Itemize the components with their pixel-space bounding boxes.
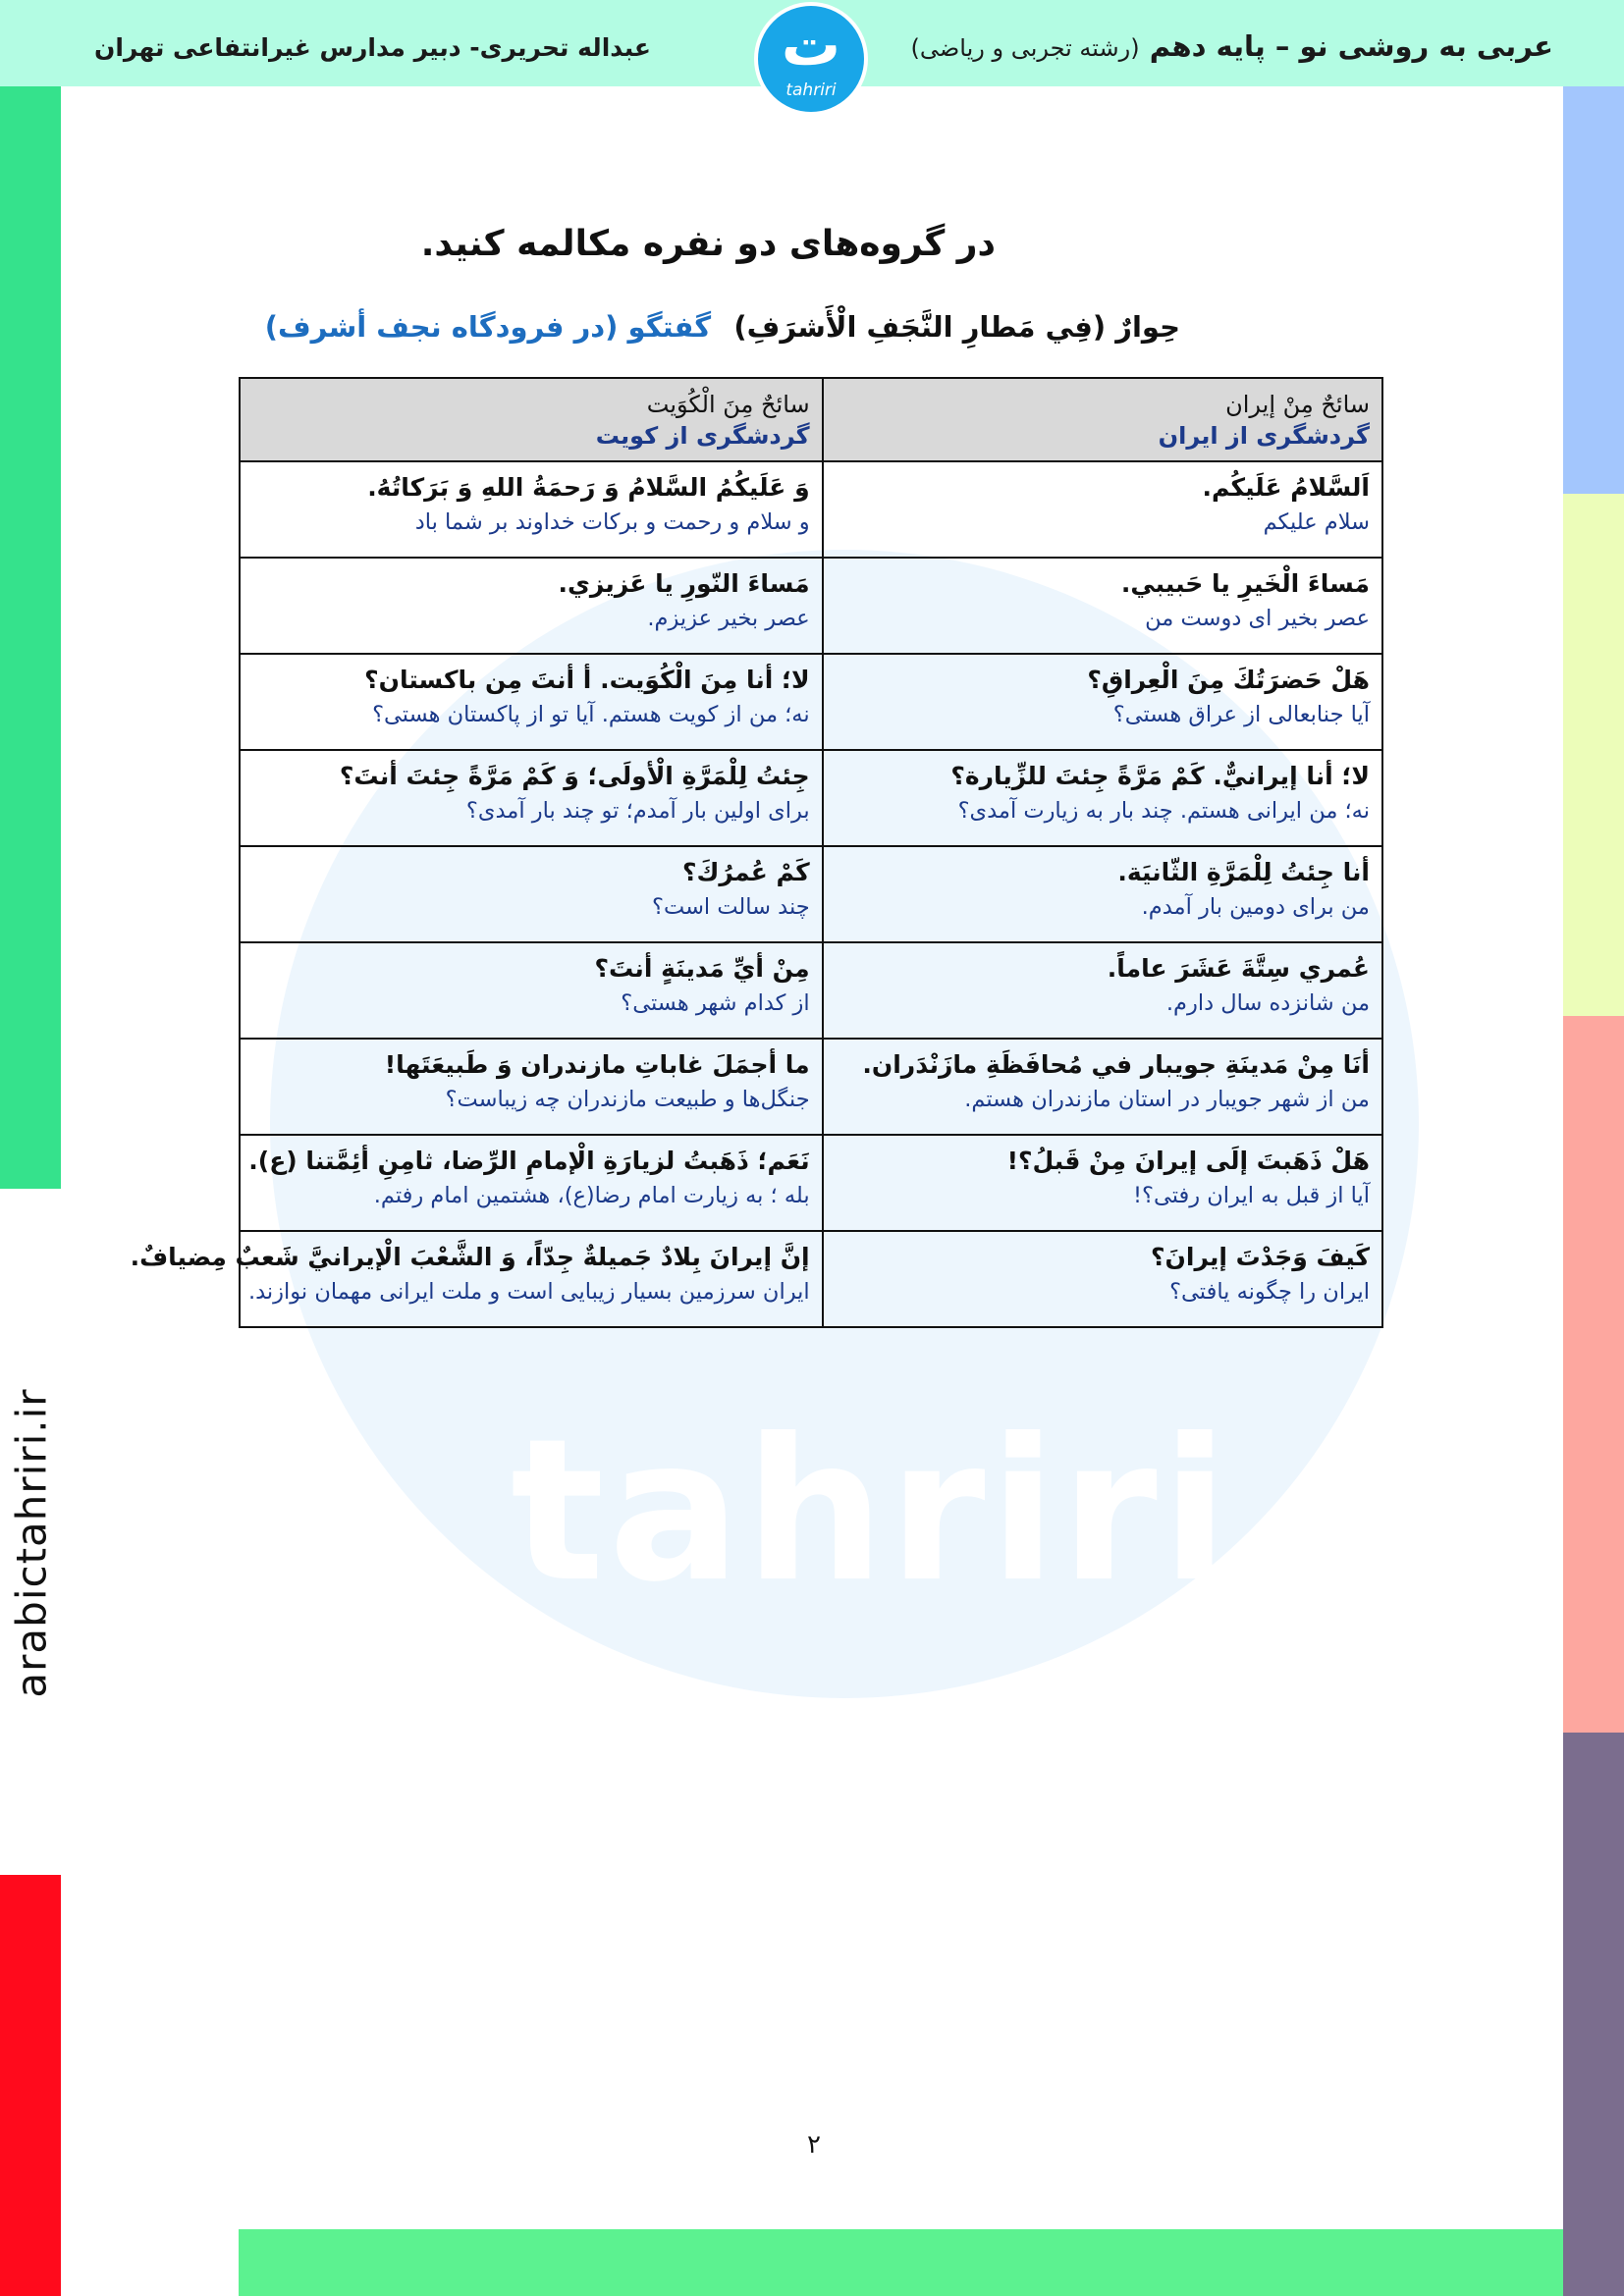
tahriri-logo: [754, 2, 868, 116]
logo-word: tahriri: [785, 80, 837, 100]
iran-cell: [823, 654, 1382, 750]
iran-persian: نه؛ من ایرانی هستم. چند بار به زیارت آمدی؟: [957, 798, 1370, 825]
iran-persian: من برای دومین بار آمدم.: [1141, 894, 1370, 921]
table-row: [240, 461, 1382, 558]
iran-cell: [823, 1231, 1382, 1327]
iran-arabic: هَلْ ذَهَبتَ إلَى إيرانَ مِنْ قَبلُ؟!: [1006, 1146, 1370, 1175]
iran-cell: [823, 942, 1382, 1039]
dialogue-subtitle: [265, 310, 1180, 344]
kuwait-arabic: مَساءَ النّورِ يا عَزيزي.: [558, 568, 810, 598]
kuwait-cell: [240, 942, 823, 1039]
kuwait-cell: [240, 750, 823, 846]
kuwait-cell: [130, 1231, 823, 1327]
kuwait-arabic: نَعَم؛ ذَهَبتُ لزيارَةِ الْإمامِ الرِّضا، ثامِنِ أئِمَّتنا (ع).: [248, 1146, 810, 1175]
iran-arabic: هَلْ حَضرَتُكَ مِنَ الْعِراقِ؟: [1087, 665, 1370, 694]
kuwait-cell: [240, 461, 823, 558]
table-row: [240, 846, 1382, 942]
kuwait-persian: نه؛ من از کویت هستم. آیا تو از پاکستان هستی؟: [372, 702, 810, 728]
kuwait-arabic: إنَّ إيرانَ بِلادٌ جَميلةٌ جِدّاً، وَ الشَّعْبَ الْإيرانيَّ شَعبٌ مِضيافٌ.: [130, 1242, 810, 1271]
table-row: [240, 558, 1382, 654]
book-title: [911, 29, 1553, 63]
kuwait-arabic: مِنْ أيِّ مَدينَةٍ أنتَ؟: [594, 953, 810, 983]
kuwait-cell: [240, 846, 823, 942]
iran-persian: آیا جنابعالی از عراق هستی؟: [1112, 702, 1370, 728]
iran-arabic: لا؛ أنا إيرانيٌّ. كَمْ مَرَّةً جِئتَ للزِّيارة؟: [950, 761, 1370, 790]
kuwait-persian: ایران سرزمین بسیار زیبایی است و ملت ایرانی مهمان نوازند.: [247, 1279, 810, 1306]
kuwait-arabic: كَمْ عُمرُكَ؟: [681, 857, 810, 886]
iran-arabic: اَلسَّلامُ عَلَيكُم.: [1202, 472, 1370, 502]
logo-glyph: ت: [781, 11, 841, 80]
right-pink-bar: [1563, 1016, 1624, 1733]
iran-cell: [823, 1039, 1382, 1135]
iran-persian: من از شهر جویبار در استان مازندران هستم.: [964, 1087, 1370, 1113]
iran-persian: عصر بخیر ای دوست من: [1145, 606, 1370, 632]
iran-arabic: مَساءَ الْخَيرِ يا حَبيبي.: [1120, 568, 1370, 598]
kuwait-arabic: لا؛ أنا مِنَ الْكُوَيت. أ أنتَ مِن باكستان؟: [364, 665, 810, 694]
iran-cell: [823, 846, 1382, 942]
kuwait-persian: برای اولین بار آمدم؛ تو چند بار آمدی؟: [465, 798, 810, 825]
iran-arabic: عُمري سِتَّةَ عَشَرَ عاماً.: [1107, 953, 1370, 983]
kuwait-cell: [240, 654, 823, 750]
page-number: ۲: [807, 2130, 821, 2160]
iran-persian: سلام علیکم: [1263, 509, 1370, 536]
book-title-main: عربی به روشی نو – پایه دهم: [1149, 29, 1553, 63]
kuwait-arabic: ما أجمَلَ غاباتِ مازندران وَ طَبيعَتَها!: [384, 1049, 810, 1079]
header-kuwait-arabic: سائحٌ مِنَ الْكُوَيت: [646, 391, 810, 418]
table-row: [240, 654, 1382, 750]
table-row: [240, 1231, 1382, 1327]
subtitle-arabic: حِوارٌ (فِي مَطارِ النَّجَفِ الْأَشرَفِ): [733, 310, 1180, 344]
author-line: عبداله تحریری- دبیر مدارس غیرانتفاعی تهران: [94, 33, 651, 62]
right-yellow-bar: [1563, 494, 1624, 1016]
dialogue-table: [130, 377, 1383, 1328]
kuwait-persian: و سلام و رحمت و برکات خداوند بر شما باد: [414, 509, 810, 536]
iran-cell: [823, 461, 1382, 558]
kuwait-persian: چند سالت است؟: [652, 894, 810, 921]
kuwait-persian: بله ؛ به زیارت امام رضا(ع)، هشتمین امام رفتم.: [373, 1183, 810, 1209]
kuwait-persian: جنگل‌ها و طبیعت مازندران چه زیباست؟: [445, 1087, 810, 1113]
header-kuwait-persian: گردشگری از کویت: [595, 422, 810, 451]
iran-persian: ایران را چگونه یافتی؟: [1169, 1279, 1370, 1306]
table-row: [240, 750, 1382, 846]
right-blue-bar: [1563, 86, 1624, 494]
table-row: [240, 942, 1382, 1039]
page-title: در گروه‌های دو نفره مکالمه کنید.: [420, 224, 996, 264]
iran-persian: من شانزده سال دارم.: [1165, 990, 1370, 1017]
right-purple-bar: [1563, 1733, 1624, 2296]
header-kuwait: [240, 378, 823, 461]
iran-persian: آیا از قبل به ایران رفتی؟!: [1133, 1183, 1370, 1209]
iran-cell: [823, 1135, 1382, 1231]
book-title-sub: (رشته تجربی و ریاضی): [910, 34, 1140, 62]
iran-cell: [823, 750, 1382, 846]
bottom-green-bar: [239, 2229, 1563, 2296]
subtitle-persian: گفتگو (در فرودگاه نجف أشرف): [264, 310, 712, 344]
table-header-row: [240, 378, 1382, 461]
watermark-text: tahriri: [511, 1397, 1233, 1626]
kuwait-persian: از کدام شهر هستی؟: [621, 990, 810, 1017]
kuwait-arabic: وَ عَلَيكُمُ السَّلامُ وَ رَحمَةُ اللهِ وَ بَرَكاتُهُ.: [367, 472, 810, 502]
left-red-bar: [0, 1875, 61, 2296]
iran-cell: [823, 558, 1382, 654]
kuwait-persian: عصر بخیر عزیزم.: [647, 606, 810, 632]
header-iran: [823, 378, 1382, 461]
kuwait-arabic: جِئتُ لِلْمَرَّةِ الْأولَى؛ وَ كَمْ مَرَّةً جِئتَ أنتَ؟: [339, 761, 810, 790]
table-row: [240, 1039, 1382, 1135]
iran-arabic: كَيفَ وَجَدْتَ إيرانَ؟: [1151, 1242, 1370, 1271]
table-row: [240, 1135, 1382, 1231]
kuwait-cell: [240, 1039, 823, 1135]
header-iran-persian: گردشگری از ایران: [1158, 422, 1370, 451]
kuwait-cell: [240, 558, 823, 654]
header-iran-arabic: سائحٌ مِنْ إيران: [1225, 391, 1370, 418]
side-website-url: arabictahriri.ir: [7, 1388, 56, 1698]
iran-arabic: أنا جِئتُ لِلْمَرَّةِ الثّانيَة.: [1117, 857, 1370, 886]
left-green-bar: [0, 86, 61, 1189]
iran-arabic: أنَا مِنْ مَدينَةِ جويبار في مُحافَظَةِ مازَنْدَران.: [862, 1049, 1370, 1079]
kuwait-cell: [240, 1135, 823, 1231]
